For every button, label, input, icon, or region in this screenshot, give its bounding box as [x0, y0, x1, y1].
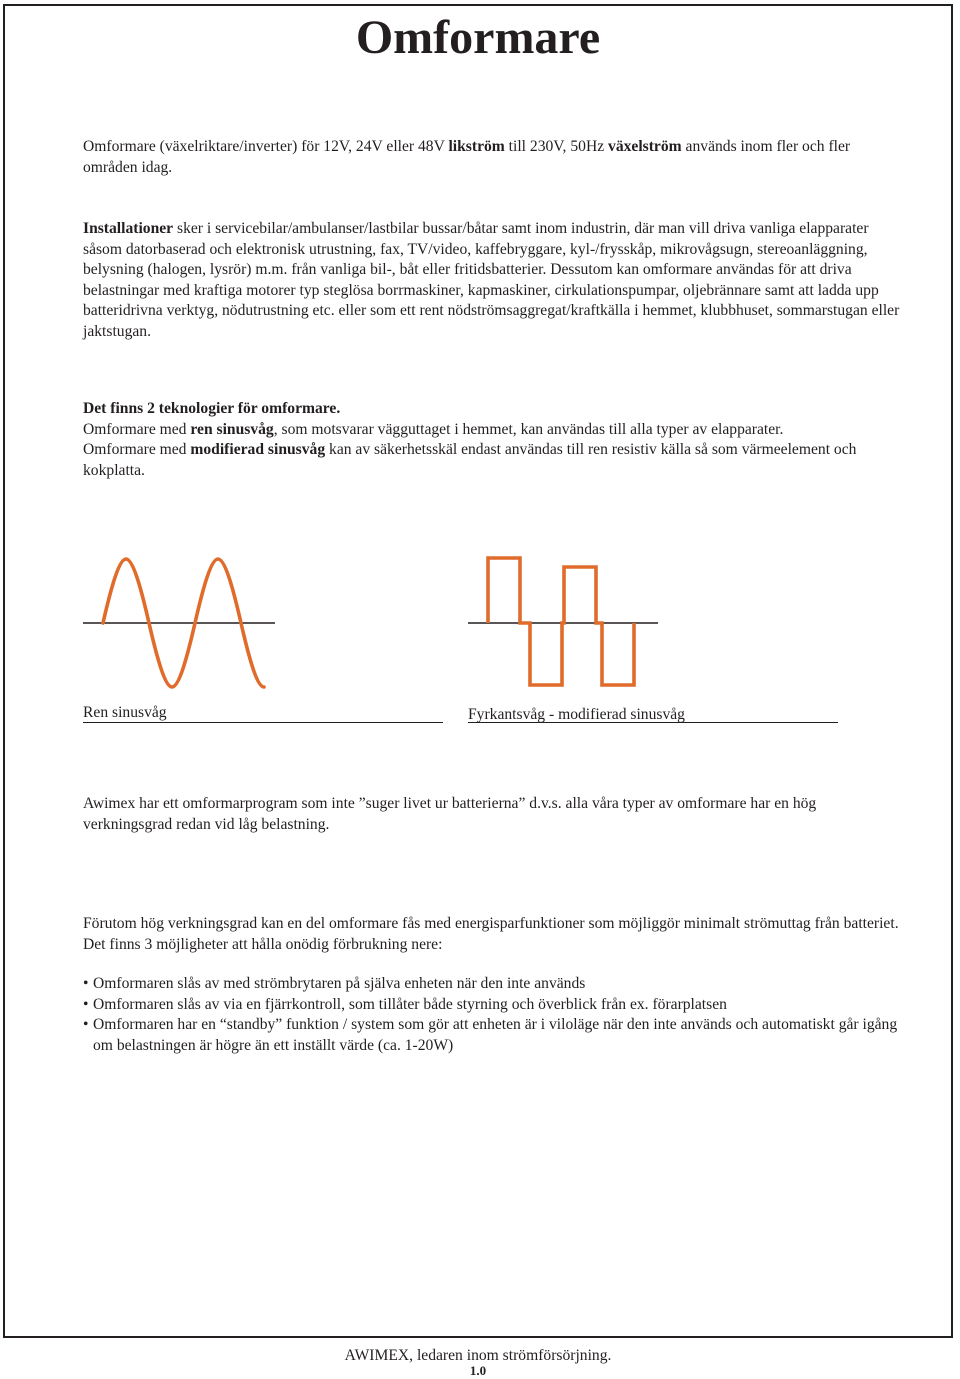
energy-saving-list	[83, 974, 903, 1056]
list-item: • Omformaren slås av med strömbrytaren på själva enheten när den inte används	[83, 974, 903, 995]
installation-paragraph: Installationer sker i servicebilar/ambulanser/lastbilar bussar/båtar samt inom industrin, där man vill driva vanliga elapparater såsom datorbaserad och elektronisk utrustning, fax, TV/video, kaffebryggare, kyl-/frysskåp, mikrovågsugn, stereoanläggning, belysning (halogen, lysrör) m.m. från vanliga bil-, båt eller fritidsbatterier. Dessutom kan omformare användas för att driva belastningar med kraftiga motorer typ steglösa borrmaskiner, kapmaskiner, cirkulationspumpar, oljebrännare samt att ladda upp batteridrivna verktyg, nödutrustning etc. eller som ett rent nödströmsaggregat/kraftkälla i hemmet, klubbhuset, sommarstugan eller jaktstugan.	[83, 220, 900, 340]
footer-slogan: AWIMEX, ledaren inom strömförsörjning.	[344, 1347, 612, 1364]
pure-sine-description: Omformare med ren sinusvåg, som motsvarar vägguttaget i hemmet, kan användas till alla typer av elapparater.	[83, 420, 784, 438]
footer-version: 1.0	[469, 1363, 487, 1378]
intro-paragraph: Omformare (växelriktare/inverter) för 12V, 24V eller 48V likström till 230V, 50Hz växelström används inom fler och fler områden idag.	[83, 138, 851, 176]
technologies-section	[83, 399, 903, 481]
square-wave-curve	[488, 558, 634, 685]
square-caption-underline	[468, 722, 838, 723]
modified-sine-wave-diagram	[468, 553, 658, 693]
modified-sine-description: Omformare med modifierad sinusvåg kan av säkerhetsskäl endast användas till ren resistiv källa så som värmeelement och kokplatta.	[83, 441, 857, 479]
pure-sine-wave-diagram	[83, 553, 275, 693]
sine-wave-caption: Ren sinusvåg	[83, 704, 167, 721]
technologies-heading: Det finns 2 teknologier för omformare.	[83, 400, 341, 417]
list-item: • Omformaren har en “standby” funktion / system som gör att enheten är i viloläge när den inte används och automatiskt går igång om belastningen är högre än ett inställt värde (ca. 1-20W)	[83, 1016, 898, 1054]
bullet-icon: •	[83, 975, 89, 992]
energy-saving-paragraph: Förutom hög verkningsgrad kan en del omformare fås med energisparfunktioner som möjliggör minimalt strömuttag från batteriet. Det finns 3 möjligheter att hålla onödig förbrukning nere:	[83, 915, 899, 953]
awimex-paragraph: Awimex har ett omformarprogram som inte ”suger livet ur batterierna” d.v.s. alla våra typer av omformare har en hög verkningsgrad redan vid låg belastning.	[83, 795, 817, 833]
bullet-icon: •	[83, 995, 89, 1013]
page-title: Omformare	[355, 11, 601, 64]
square-wave-caption: Fyrkantsvåg - modifierad sinusvåg	[468, 706, 685, 723]
bullet-icon: •	[83, 1016, 89, 1034]
sine-caption-underline	[83, 722, 443, 723]
list-item: • Omformaren slås av via en fjärrkontroll, som tillåter både styrning och överblick från ex. förarplatsen	[83, 995, 903, 1016]
